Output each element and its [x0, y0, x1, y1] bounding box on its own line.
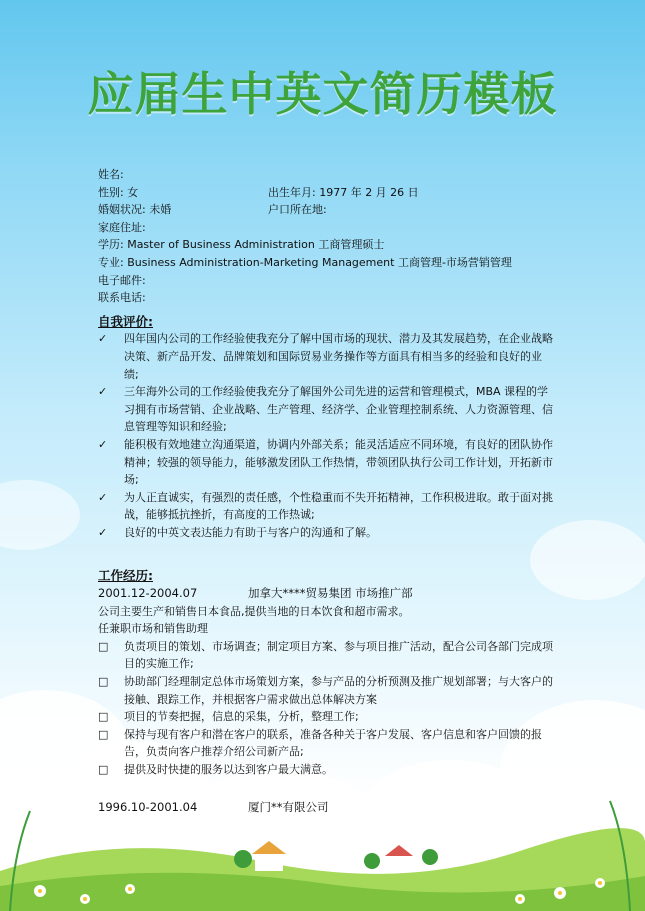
gender-field: 性别: 女	[98, 185, 139, 199]
list-item: □ 项目的节奏把握，信息的采集，分析，整理工作;	[98, 708, 553, 726]
list-item: □ 提供及时快捷的服务以达到客户最大满意。	[98, 761, 553, 779]
square-bullet-icon: □	[98, 675, 109, 689]
job-company: 厦门**有限公司	[248, 799, 329, 814]
square-bullet-icon: □	[98, 639, 109, 653]
phone-field: 联系电话:	[98, 291, 146, 305]
major-field: 专业: Business Administration-Marketing Management 工商管理-市场营销管理	[98, 255, 512, 269]
page-title: 应届生中英文简历模板	[87, 67, 558, 121]
check-icon: ✓	[98, 385, 108, 399]
list-item: □ 负责项目的策划、市场调查；制定项目方案、参与项目推广活动，配合公司各部门完成项目的实施工作;	[98, 638, 553, 673]
job-role: 任兼职市场和销售助理	[98, 622, 208, 636]
check-icon: ✓	[98, 332, 108, 346]
list-item: □ 保持与现有客户和潜在客户的联系，准备各种关于客户发展、客户信息和客户回馈的报告，负责向客户推荐介绍公司新产品;	[98, 726, 553, 761]
education-field: 学历: Master of Business Administration 工商管理硕士	[98, 238, 385, 252]
work-heading: 工作经历:	[98, 568, 153, 584]
check-icon: ✓	[98, 437, 108, 451]
check-icon: ✓	[98, 525, 108, 539]
job-dates: 2001.12-2004.07	[98, 586, 198, 601]
check-icon: ✓	[98, 490, 108, 504]
square-bullet-icon: □	[98, 710, 109, 724]
square-bullet-icon: □	[98, 727, 109, 741]
address-field: 家庭住址:	[98, 220, 146, 234]
job-header	[98, 585, 553, 603]
job-dates: 1996.10-2001.04	[98, 799, 198, 814]
resume-body	[98, 166, 553, 816]
square-bullet-icon: □	[98, 763, 109, 776]
marital-field: 婚姻状况: 未婚	[98, 203, 172, 217]
cloud-decoration	[0, 480, 80, 550]
company-description: 公司主要生产和销售日本食品,提供当地的日本饮食和超市需求。	[98, 604, 410, 618]
list-item: ✓ 为人正直诚实，有强烈的责任感，个性稳重而不失开拓精神，工作积极进取。敢于面对挑战，能够抵抗挫折，有高度的工作热诚;	[98, 489, 553, 524]
list-item: ✓ 良好的中英文表达能力有助于与客户的沟通和了解。	[98, 524, 553, 542]
birth-field: 出生年月: 1977 年 2 月 26 日	[268, 185, 419, 199]
list-item: ✓ 能积极有效地建立沟通渠道，协调内外部关系；能灵活适应不同环境，有良好的团队协作精神；较强的领导能力，能够激发团队工作热情，带领团队执行公司工作计划，开拓新市场;	[98, 436, 553, 489]
email-field: 电子邮件:	[98, 273, 146, 287]
list-item: □ 协助部门经理制定总体市场策划方案，参与产品的分析预测及推广规划部署；与大客户的接触、跟踪工作，并根据客户需求做出总体解决方案	[98, 673, 553, 708]
list-item: ✓ 三年海外公司的工作经验使我充分了解国外公司先进的运营和管理模式，MBA 课程的学习拥有市场营销、企业战略、生产管理、经济学、企业管理控制系统、人力资源管理、信息管理等知识和经验;	[98, 383, 553, 436]
job-company: 加拿大****贸易集团 市场推广部	[248, 586, 413, 601]
house-icon	[252, 841, 413, 871]
list-item: ✓ 四年国内公司的工作经验使我充分了解中国市场的现状、潜力及其发展趋势，在企业战略决策、新产品开发、品牌策划和国际贸易业务操作等方面具有相当多的经验和良好的业绩;	[98, 330, 553, 383]
self-eval-heading: 自我评价:	[98, 313, 153, 329]
hukou-field: 户口所在地:	[268, 203, 327, 217]
grass-decoration	[0, 791, 645, 911]
name-field: 姓名:	[98, 168, 124, 181]
